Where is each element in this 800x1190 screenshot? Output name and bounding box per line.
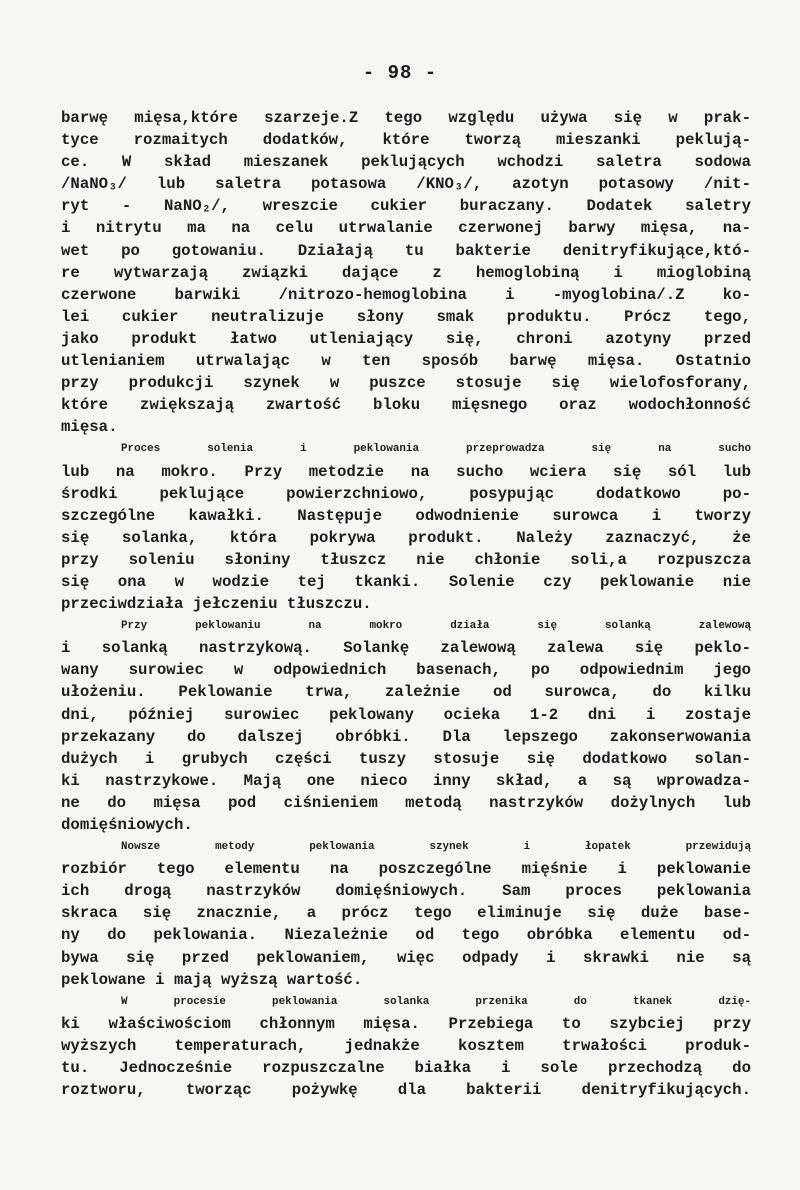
text-line: barwę mięsa,które szarzeje.Z tego względu używa się w prak- xyxy=(61,109,751,127)
text-line: ki nastrzykowe. Mają one nieco inny skład, a są wprowadza- xyxy=(61,771,751,790)
text-line: Przy peklowaniu na mokro działa się solanką zalewową xyxy=(121,620,751,633)
text-line: roztworu, tworząc pożywkę dla bakterii denitryfikujących. xyxy=(61,1081,751,1100)
text-line: domięśniowych. xyxy=(61,816,193,834)
text-line: tyce rozmaitych dodatków, które tworzą mieszanki peklują- xyxy=(61,131,751,150)
text-line: bywa się przed peklowaniem, więc odpady i skrawki nie są xyxy=(61,948,751,967)
text-line: dni, później surowiec peklowany ocieka 1-2 dni i zostaje xyxy=(61,705,751,724)
text-line: tu. Jednocześnie rozpuszczalne białka i sole przechodzą do xyxy=(61,1059,751,1078)
text-line: ryt - NaNO₂/, wreszcie cukier buraczany. Dodatek saletry xyxy=(61,197,751,216)
text-line: /NaNO₃/ lub saletra potasowa /KNO₃/, azotyn potasowy /nit- xyxy=(61,175,751,194)
text-line: mięsa. xyxy=(61,418,118,437)
text-line: środki peklujące powierzchniowo, posypując dodatkowo po- xyxy=(61,484,751,503)
text-line: wany surowiec w odpowiednich basenach, po odpowiednim jego xyxy=(61,661,751,680)
text-line: wyższych temperaturach, jednakże kosztem trwałości produk- xyxy=(61,1036,751,1055)
text-line: i solanką nastrzykową. Solankę zalewową zalewa się peklo- xyxy=(61,639,751,658)
text-line: ce. W skład mieszanek peklujących wchodzi saletra sodowa xyxy=(61,153,751,172)
text-line: które zwiększają zwartość bloku mięsnego oraz wodochłonność xyxy=(61,396,751,415)
text-line: utlenianiem utrwalając w ten sposób barwę mięsa. Ostatnio xyxy=(61,352,751,371)
body-text xyxy=(61,107,751,1101)
text-line: skraca się znacznie, a prócz tego eliminuje się duże base- xyxy=(61,904,751,923)
text-line: się ona w wodzie tej tkanki. Solenie czy peklowanie nie xyxy=(61,572,751,591)
text-line: przeciwdziała jełczeniu tłuszczu. xyxy=(61,595,372,614)
page-number: - 98 - xyxy=(362,62,438,84)
text-line: i nitrytu ma na celu utrwalanie czerwonej barwy mięsa, na- xyxy=(61,219,751,238)
text-line: ny do peklowania. Niezależnie od tego obróbka elementu od- xyxy=(61,926,751,945)
text-line: lub na mokro. Przy metodzie na sucho wciera się sól lub xyxy=(61,462,751,481)
text-line: re wytwarzają związki dające z hemoglobiną i mioglobiną xyxy=(61,263,751,282)
text-line: ułożeniu. Peklowanie trwa, zależnie od surowca, do kilku xyxy=(61,683,751,702)
text-line: przekazany do dalszej obróbki. Dla lepszego zakonserwowania xyxy=(61,727,751,746)
text-line: rozbiór tego elementu na poszczególne mięśnie i peklowanie xyxy=(61,860,751,879)
text-line: ne do mięsa pod ciśnieniem metodą nastrzyków dożylnych lub xyxy=(61,793,751,812)
text-line: czerwone barwiki /nitrozo-hemoglobina i -myoglobina/.Z ko- xyxy=(61,285,751,304)
text-line: przy soleniu słoniny tłuszcz nie chłonie soli,a rozpuszcza xyxy=(61,550,751,569)
text-line: dużych i grubych części tuszy stosuje się dodatkowo solan- xyxy=(61,749,751,768)
text-line: się solanka, która pokrywa produkt. Należy zaznaczyć, że xyxy=(61,528,751,547)
text-line: ich drogą nastrzyków domięśniowych. Sam proces peklowania xyxy=(61,882,751,901)
text-line: Proces solenia i peklowania przeprowadza się na sucho xyxy=(121,443,751,456)
text-line: lei cukier neutralizuje słony smak produktu. Prócz tego, xyxy=(61,307,751,326)
text-line: szczególne kawałki. Następuje odwodnienie surowca i tworzy xyxy=(61,506,751,525)
text-line: ki właściwościom chłonnym mięsa. Przebiega to szybciej przy xyxy=(61,1014,751,1033)
text-line: W procesie peklowania solanka przenika do tkanek dzię- xyxy=(121,995,751,1008)
text-line: wet po gotowaniu. Działają tu bakterie denitryfikujące,któ- xyxy=(61,241,751,260)
text-line: przy produkcji szynek w puszce stosuje się wielofosforany, xyxy=(61,374,751,393)
text-line: peklowane i mają wyższą wartość. xyxy=(61,970,363,989)
text-line: jako produkt łatwo utleniający się, chroni azotyny przed xyxy=(61,329,751,348)
text-line: Nowsze metody peklowania szynek i łopatek przewidują xyxy=(121,841,751,854)
